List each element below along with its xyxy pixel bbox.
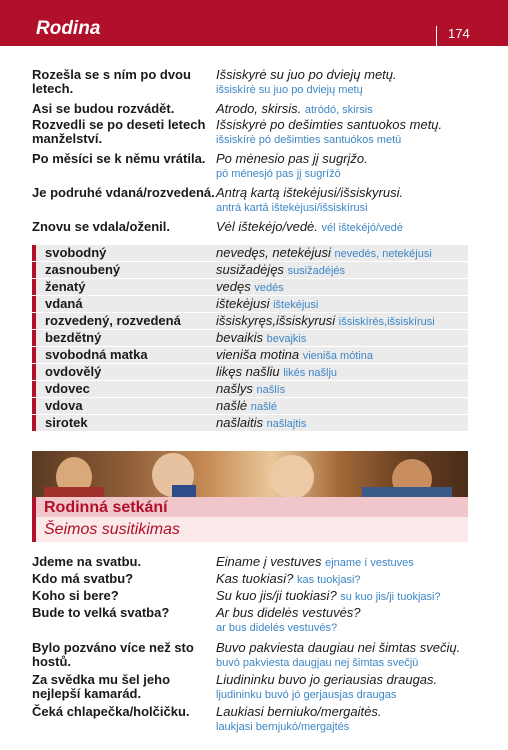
- vocab-lt: bevaikis: [216, 330, 263, 345]
- phrase-list-top: [32, 68, 468, 236]
- vocab-lt-block: [216, 399, 277, 414]
- phrase-cz: Bylo pozváno více než sto hostů.: [32, 640, 194, 669]
- vocab-lt: našlė: [216, 398, 248, 413]
- vocab-lt: vieniša motina: [216, 347, 300, 362]
- vocab-lt: našlys: [216, 381, 253, 396]
- phrase-lt: Laukiasi berniuko/mergaitės.: [216, 704, 382, 719]
- section-title-cz: Rodinná setkání: [44, 499, 168, 516]
- vocab-lt: likęs našliu: [216, 364, 280, 379]
- phrase-row: [32, 118, 468, 152]
- page-header: [0, 0, 508, 46]
- phrase-cz: Bude to velká svatba?: [32, 605, 170, 620]
- row-marker: [32, 415, 36, 431]
- phrase-cz: Znovu se vdala/oženil.: [32, 219, 170, 234]
- photo-figure: [172, 485, 196, 497]
- phrase-cz: Asi se budou rozvádět.: [32, 101, 175, 116]
- phrase-lt-block: [216, 641, 468, 670]
- photo-figure: [270, 455, 314, 497]
- phrase-pron: atródó, skirsis: [304, 104, 373, 116]
- phrase-lt-block: [216, 673, 468, 702]
- phrase-lt: Su kuo jis/ji tuokiasi?: [216, 588, 337, 603]
- phrase-pron: buvó pakviesta daugjau nej šimtas svečjū: [216, 657, 419, 669]
- page-number: 174: [448, 26, 470, 41]
- phrase-row: [32, 572, 468, 589]
- row-marker: [32, 364, 36, 380]
- phrase-pron: kas tuokjasi?: [296, 574, 361, 586]
- vocab-cz: ovdovělý: [45, 364, 102, 379]
- vocab-pron: išsiskírés,išsiskírusi: [338, 316, 435, 328]
- photo-figure: [362, 487, 452, 497]
- phrase-cz: Je podruhé vdaná/rozvedená.: [32, 185, 215, 200]
- phrase-lt: Buvo pakviesta daugiau nei šimtas svečių.: [216, 640, 461, 655]
- vocab-cz: rozvedený, rozvedená: [45, 313, 181, 328]
- vocab-pron: susižadéjés: [287, 265, 346, 277]
- phrase-lt: Antrą kartą ištekėjusi/išsiskyrusi.: [216, 185, 404, 200]
- phrase-row: [32, 220, 468, 236]
- phrase-cz: Kdo má svatbu?: [32, 571, 134, 586]
- phrase-pron: išsiskírė su juo po dviejų metų: [216, 84, 363, 96]
- phrase-pron: pó ménesįó pas jį sugrížó: [216, 168, 341, 180]
- vocab-cz: sirotek: [45, 415, 88, 430]
- phrase-lt-block: [216, 102, 468, 117]
- phrase-pron: išsiskírė pó dešimties santuókos metū: [216, 134, 402, 146]
- vocab-row: [32, 364, 468, 381]
- section-title-lt: Šeimos susitikimas: [44, 521, 181, 538]
- vocab-lt: našlaitis: [216, 415, 263, 430]
- vocab-pron: nevedés, netekéjusi: [334, 248, 432, 260]
- vocab-cz: bezdětný: [45, 330, 102, 345]
- vocab-lt-block: [216, 263, 345, 278]
- phrase-row: [32, 555, 468, 572]
- phrase-row: [32, 705, 468, 737]
- phrase-cz: Po měsíci se k němu vrátila.: [32, 151, 206, 166]
- vocab-lt-block: [216, 416, 306, 431]
- row-marker: [32, 296, 36, 312]
- vocab-row: [32, 381, 468, 398]
- phrase-lt: Vėl ištekėjo/vedė.: [216, 219, 318, 234]
- vocab-lt-block: [216, 365, 337, 380]
- phrase-lt: Po mėnesio pas jį sugrįžo.: [216, 151, 368, 166]
- header-divider: [436, 26, 437, 48]
- section-subtitle-bar: [32, 517, 468, 542]
- vocab-cz: vdaná: [45, 296, 83, 311]
- row-marker: [32, 279, 36, 295]
- phrase-lt-block: [216, 118, 468, 147]
- phrase-row: [32, 606, 468, 641]
- phrase-pron: vél ištekéjó/vedė: [321, 222, 403, 234]
- phrase-row: [32, 186, 468, 220]
- phrase-row: [32, 68, 468, 102]
- vocab-row: [32, 262, 468, 279]
- vocab-row: [32, 415, 468, 432]
- phrase-cz: Rozešla se s ním po dvou letech.: [32, 67, 191, 96]
- phrase-cz: Rozvedli se po deseti letech manželství.: [32, 117, 206, 146]
- family-photo: [32, 451, 468, 497]
- vocab-lt-block: [216, 314, 435, 329]
- phrase-row: [32, 152, 468, 186]
- row-marker: [32, 313, 36, 329]
- vocab-row: [32, 279, 468, 296]
- vocab-cz: vdovec: [45, 381, 90, 396]
- phrase-pron: su kuo jis/ji tuokjasi?: [340, 591, 441, 603]
- phrase-cz: Za svědka mu šel jeho nejlepší kamarád.: [32, 672, 171, 701]
- row-marker: [32, 330, 36, 346]
- phrase-lt-block: [216, 606, 468, 635]
- phrase-cz: Koho si bere?: [32, 588, 119, 603]
- phrase-pron: ejname í vestuves: [325, 557, 414, 569]
- phrase-row: [32, 673, 468, 705]
- vocab-cz: vdova: [45, 398, 83, 413]
- phrase-pron: laukjasi bernjukó/mergajtés: [216, 721, 350, 733]
- vocab-row: [32, 245, 468, 262]
- phrase-cz: Čeká chlapečka/holčičku.: [32, 704, 190, 719]
- phrase-pron: ar bus didelés vestuvés?: [216, 622, 338, 634]
- vocab-lt: išsiskyręs,išsiskyrusi: [216, 313, 336, 328]
- phrase-lt-block: [216, 68, 468, 97]
- vocab-pron: likés našlju: [283, 367, 338, 379]
- vocab-pron: bevajkis: [266, 333, 307, 345]
- vocab-lt: vedęs: [216, 279, 251, 294]
- phrase-lt: Kas tuokiasi?: [216, 571, 294, 586]
- phrase-row: [32, 102, 468, 118]
- vocab-pron: našlé: [250, 401, 277, 413]
- row-marker: [32, 381, 36, 397]
- vocab-row: [32, 313, 468, 330]
- row-marker: [32, 245, 36, 261]
- phrase-row: [32, 641, 468, 673]
- phrase-cz: Jdeme na svatbu.: [32, 554, 142, 569]
- vocab-cz: zasnoubený: [45, 262, 121, 277]
- phrase-lt: Atrodo, skirsis.: [216, 101, 302, 116]
- phrase-lt: Ar bus didelės vestuvės?: [216, 605, 361, 620]
- vocab-pron: ištekéjusi: [273, 299, 319, 311]
- vocab-lt: ištekėjusi: [216, 296, 270, 311]
- phrase-lt-block: [216, 572, 468, 587]
- vocab-lt-block: [216, 331, 306, 346]
- vocab-cz: ženatý: [45, 279, 86, 294]
- photo-figure: [44, 487, 104, 497]
- phrase-pron: antrá kartá ištekėjusi/išsiskírusi: [216, 202, 368, 214]
- vocab-row: [32, 347, 468, 364]
- phrase-lt: Einame į vestuves: [216, 554, 322, 569]
- vocab-lt-block: [216, 246, 432, 261]
- phrase-row: [32, 589, 468, 606]
- phrase-pron: ljudininku buvó jó gerjausjas draugas: [216, 689, 397, 701]
- phrase-lt-block: [216, 589, 468, 604]
- vocabulary-table: [32, 245, 468, 432]
- vocab-row: [32, 398, 468, 415]
- row-marker: [32, 347, 36, 363]
- vocab-pron: vieniša mótina: [302, 350, 374, 362]
- vocab-pron: vedés: [254, 282, 284, 294]
- vocab-lt-block: [216, 280, 284, 295]
- vocab-lt-block: [216, 297, 318, 312]
- phrase-lt-block: [216, 555, 468, 570]
- phrase-lt-block: [216, 705, 468, 734]
- page-title: Rodina: [36, 18, 101, 39]
- vocab-pron: našlajtis: [266, 418, 307, 430]
- phrase-lt-block: [216, 220, 468, 235]
- vocab-lt-block: [216, 348, 373, 363]
- vocab-lt: nevedęs, netekėjusi: [216, 245, 331, 260]
- vocab-cz: svobodný: [45, 245, 107, 260]
- row-marker: [32, 262, 36, 278]
- phrase-lt: Išsiskyrė su juo po dviejų metų.: [216, 67, 397, 82]
- phrase-list-bottom: [32, 555, 468, 737]
- section-title-bar: [32, 497, 468, 517]
- section-header: [32, 497, 468, 542]
- vocab-cz: svobodná matka: [45, 347, 148, 362]
- vocab-row: [32, 296, 468, 313]
- phrase-lt: Išsiskyrė po dešimties santuokos metų.: [216, 117, 443, 132]
- vocab-pron: našlís: [256, 384, 286, 396]
- phrase-lt-block: [216, 152, 468, 181]
- vocab-row: [32, 330, 468, 347]
- row-marker: [32, 398, 36, 414]
- vocab-lt: susižadėjęs: [216, 262, 284, 277]
- phrase-lt-block: [216, 186, 468, 215]
- phrase-lt: Liudininku buvo jo geriausias draugas.: [216, 672, 438, 687]
- vocab-lt-block: [216, 382, 285, 397]
